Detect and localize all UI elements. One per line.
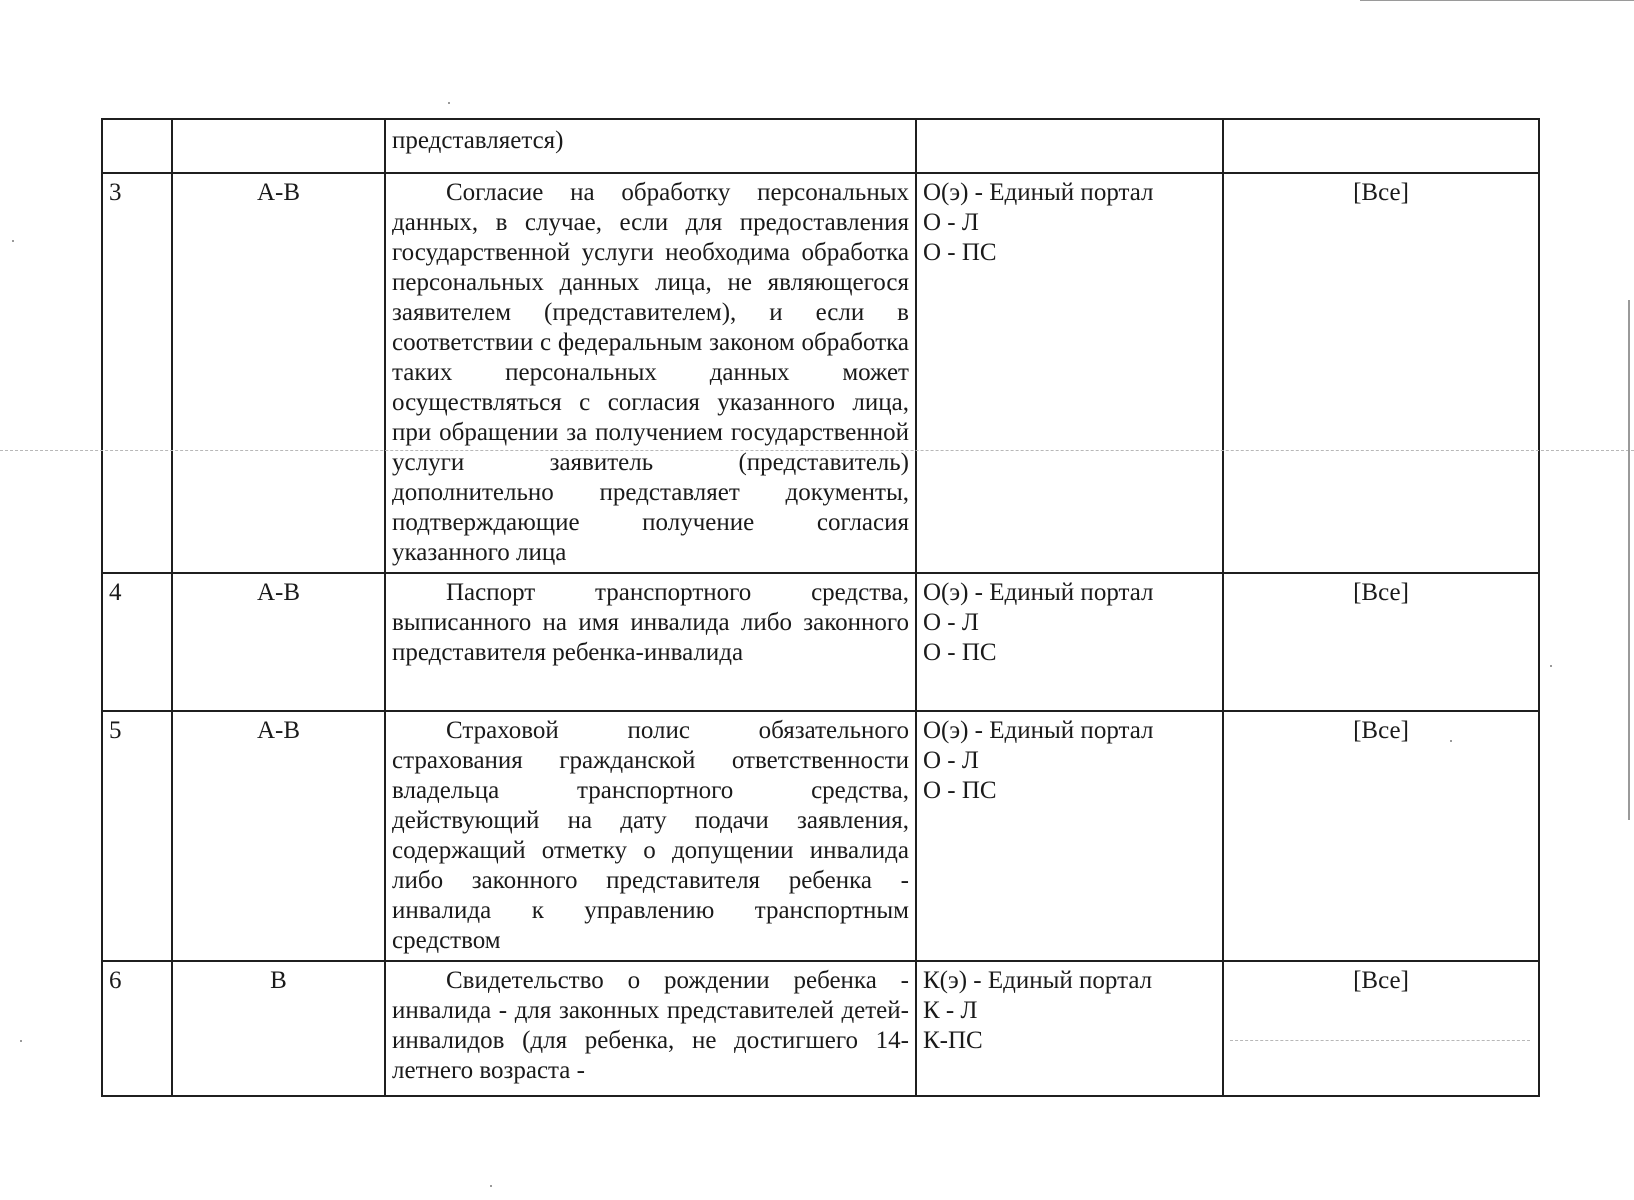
scan-artifact-line: [0, 450, 1634, 451]
cell-who: [Все]: [1223, 173, 1539, 573]
table-row: [102, 711, 1539, 961]
form-line: О(э) - Единый портал: [923, 717, 1154, 744]
cell-form: [916, 961, 1223, 1096]
form-line: О - Л: [923, 747, 979, 774]
cell-num: [102, 119, 172, 173]
cell-num: 5: [102, 711, 172, 961]
scan-artifact-dot: [490, 1185, 492, 1187]
table-row: [102, 173, 1539, 573]
doc-paragraph: Согласие на обработку персональных данных, в случае, если для предоставления государственной услуги необходима обработка персональных данных лица, не являющегося заявителем (представителем), и если в соответствии с федеральным законом обработка таких персональных данных может осуществляться с согласия указанного лица, при обращении за получением государственной услуги заявитель (представитель) дополнительно представляет документы, подтверждающие получение согласия указанного лица: [392, 179, 909, 566]
scan-artifact-line: [1230, 1040, 1530, 1041]
cell-who: [1223, 119, 1539, 173]
scan-artifact-dot: [448, 102, 450, 104]
cell-doc-text: [385, 173, 916, 573]
cell-num: 6: [102, 961, 172, 1096]
doc-paragraph: Паспорт транспортного средства, выписанного на имя инвалида либо законного представителя ребенка-инвалида: [392, 579, 909, 666]
cell-form: [916, 573, 1223, 711]
cell-category: В: [172, 961, 385, 1096]
doc-paragraph: Страховой полис обязательного страхования гражданской ответственности владельца транспортного средства, действующий на дату подачи заявления, содержащий отметку о допущении инвалида либо законного представителя ребенка - инвалида к управлению транспортным средством: [392, 717, 909, 954]
form-line: О - ПС: [923, 777, 997, 804]
cell-category: [172, 119, 385, 173]
form-line: К - Л: [923, 997, 978, 1024]
cell-doc-text: представляется): [385, 119, 916, 173]
cell-form: [916, 173, 1223, 573]
scan-artifact-mark: [1628, 300, 1630, 820]
scan-artifact-dot: [1450, 740, 1452, 742]
form-line: О - Л: [923, 209, 979, 236]
cell-form: [916, 119, 1223, 173]
documents-table: [101, 118, 1540, 1097]
table-row: [102, 961, 1539, 1096]
cell-who: [Все]: [1223, 961, 1539, 1096]
cell-doc-text: [385, 961, 916, 1096]
scan-artifact-mark: [1360, 0, 1634, 1]
cell-form: [916, 711, 1223, 961]
cell-who: [Все]: [1223, 573, 1539, 711]
table-row: [102, 573, 1539, 711]
form-line: О - Л: [923, 609, 979, 636]
form-line: К-ПС: [923, 1027, 983, 1054]
doc-paragraph: Свидетельство о рождении ребенка - инвалида - для законных представителей детей-инвалидов (для ребенка, не достигшего 14-летнего возраста -: [392, 967, 909, 1084]
cell-doc-text: [385, 711, 916, 961]
scan-artifact-dot: [12, 240, 14, 242]
cell-who: [Все]: [1223, 711, 1539, 961]
table-row-continuation: [102, 119, 1539, 173]
cell-num: 4: [102, 573, 172, 711]
cell-num: 3: [102, 173, 172, 573]
scan-artifact-dot: [1550, 665, 1552, 667]
cell-category: А-В: [172, 173, 385, 573]
cell-category: А-В: [172, 573, 385, 711]
form-line: О(э) - Единый портал: [923, 579, 1154, 606]
form-line: О - ПС: [923, 239, 997, 266]
cell-doc-text: [385, 573, 916, 711]
form-line: О(э) - Единый портал: [923, 179, 1154, 206]
scan-artifact-dot: [20, 1040, 22, 1042]
form-line: К(э) - Единый портал: [923, 967, 1153, 994]
form-line: О - ПС: [923, 639, 997, 666]
cell-category: А-В: [172, 711, 385, 961]
